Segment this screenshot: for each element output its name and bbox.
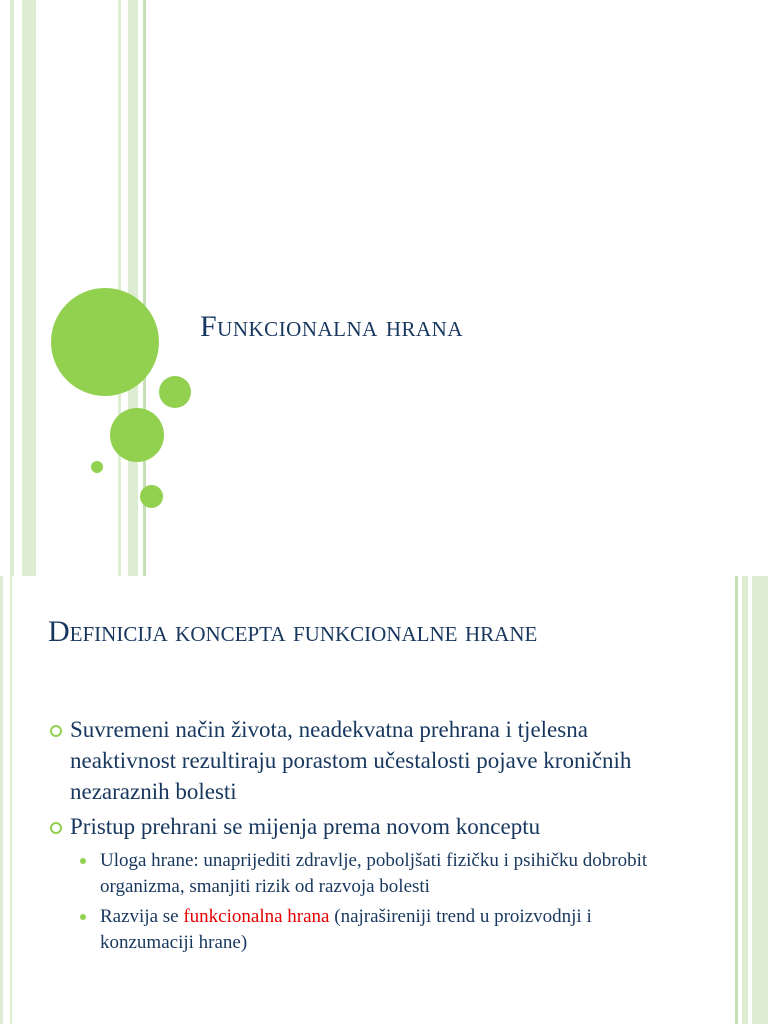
sub-bullet-text: Uloga hrane: unaprijediti zdravlje, poboljšati fizičku i psihičku dobrobit organizma, smanjiti rizik od razvoja bolesti <box>100 850 648 897</box>
slide-title: Definicija koncepta funkcionalne hrane <box>48 615 538 648</box>
bullet-item <box>48 811 688 956</box>
decor-stripe <box>10 0 14 576</box>
bullet-text: Suvremeni način života, neadekvatna prehrana i tjelesna neaktivnost rezultiraju porastom učestalosti pojave kroničnih nezaraznih bolesti <box>70 717 632 804</box>
decor-stripe <box>735 576 738 1024</box>
bullet-item <box>48 714 688 807</box>
bullet-text: Pristup prehrani se mijenja prema novom konceptu <box>70 814 541 839</box>
bullet-list <box>48 714 688 960</box>
ring-bullet-icon <box>50 822 62 834</box>
dot-bullet-icon <box>80 858 86 864</box>
slide-title: Funkcionalna hrana <box>200 310 464 343</box>
decor-stripe <box>742 576 748 1024</box>
decor-stripe <box>118 0 121 576</box>
decor-stripe <box>752 576 768 1024</box>
decor-circle-small-right <box>159 376 191 408</box>
sub-bullet-item <box>70 904 688 956</box>
decor-circle-small-bottom <box>140 485 163 508</box>
sub-bullet-prefix: Razvija se <box>100 906 184 927</box>
decor-circle-tiny <box>91 461 103 473</box>
sub-bullet-item <box>70 848 688 900</box>
decor-stripe <box>10 576 12 1024</box>
decor-stripe <box>128 0 138 576</box>
sub-bullet-list <box>70 848 688 956</box>
dot-bullet-icon <box>80 914 86 920</box>
sub-bullet-suffix: (najrašireniji trend u proizvodnji i konzumaciji hrane) <box>100 906 592 953</box>
decor-circle-large <box>51 288 159 396</box>
ring-bullet-icon <box>50 725 62 737</box>
decor-stripe <box>0 576 3 1024</box>
decor-circle-medium <box>110 408 164 462</box>
highlight-term: funkcionalna hrana <box>183 906 330 927</box>
decor-stripe <box>22 0 36 576</box>
